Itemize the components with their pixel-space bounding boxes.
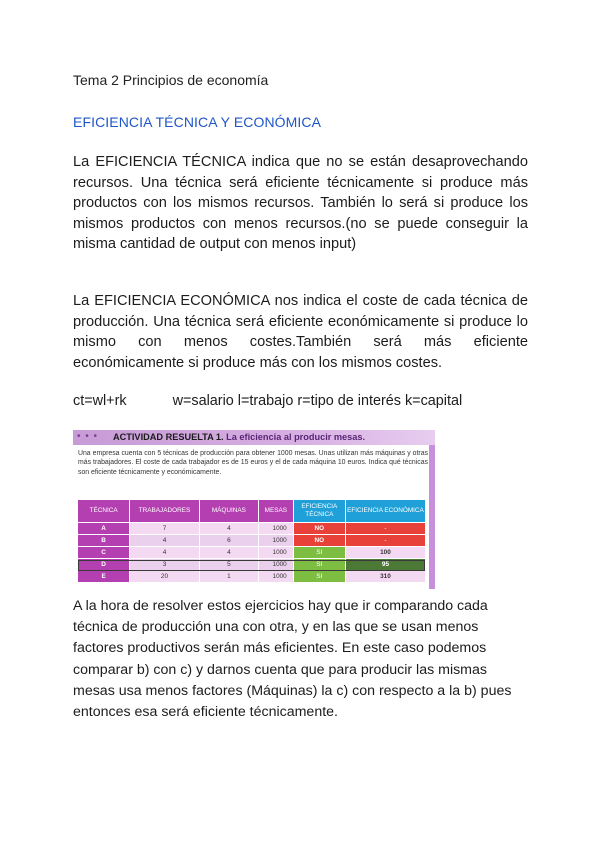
cell-ef-economica: 100 xyxy=(346,546,426,558)
cell-mesas: 1000 xyxy=(259,546,294,558)
cell-ef-tecnica: NO xyxy=(294,522,346,534)
cell-trabajadores: 3 xyxy=(130,558,200,570)
cell-maquinas: 6 xyxy=(200,534,259,546)
cell-maquinas: 1 xyxy=(200,570,259,582)
cell-ef-tecnica: SI xyxy=(294,546,346,558)
activity-title xyxy=(113,432,365,442)
cell-ef-economica: 95 xyxy=(346,558,426,570)
cell-ef-tecnica: SI xyxy=(294,558,346,570)
activity-title-prefix: ACTIVIDAD RESUELTA 1. xyxy=(113,432,224,442)
cell-ef-economica: - xyxy=(346,522,426,534)
cell-maquinas: 4 xyxy=(200,522,259,534)
cell-ef-economica: - xyxy=(346,534,426,546)
cell-tecnica: D xyxy=(78,558,130,570)
cell-tecnica: C xyxy=(78,546,130,558)
cell-mesas: 1000 xyxy=(259,570,294,582)
paragraph-eficiencia-tecnica: La EFICIENCIA TÉCNICA indica que no se están desaprovechando recursos. Una técnica será eficiente técnicamente si produce más productos con los mismos recursos. También lo será si produce los mismos productos con menos recursos.(no se puede conseguir la misma cantidad de output con menos input) xyxy=(73,154,528,252)
cell-maquinas: 5 xyxy=(200,558,259,570)
activity-title-rest: La eficiencia al producir mesas. xyxy=(223,432,366,442)
col-mesas: MESAS xyxy=(259,500,294,522)
section-title: EFICIENCIA TÉCNICA Y ECONÓMICA xyxy=(73,114,322,130)
col-maquinas: MÁQUINAS xyxy=(200,500,259,522)
cell-tecnica: A xyxy=(78,522,130,534)
page-header: Tema 2 Principios de economía xyxy=(73,72,269,88)
cell-mesas: 1000 xyxy=(259,534,294,546)
paragraph-resolver: A la hora de resolver estos ejercicios hay que ir comparando cada técnica de producción una con otra, y en las que se usan menos factores productivos serán más eficientes. En este caso podemos comparar b) con c) y darnos cuenta que para producir las mismas mesas usa menos factores (Máquinas) la c) con respecto a la b) pues entonces esa será eficiente técnicamente. xyxy=(73,598,512,721)
table-row xyxy=(78,570,426,582)
col-trabajadores: TRABAJADORES xyxy=(130,500,200,522)
cell-trabajadores: 4 xyxy=(130,546,200,558)
col-eficiencia-economica: EFICIENCIA ECONÓMICA xyxy=(346,500,426,522)
col-tecnica: TÉCNICA xyxy=(78,500,130,522)
cell-mesas: 1000 xyxy=(259,522,294,534)
cell-ef-tecnica: SI xyxy=(294,570,346,582)
activity-image xyxy=(73,430,435,589)
cell-trabajadores: 20 xyxy=(130,570,200,582)
formula-equation: ct=wl+rk xyxy=(73,393,127,409)
table-header-row xyxy=(78,500,426,522)
activity-statement: Una empresa cuenta con 5 técnicas de producción para obtener 1000 mesas. Unas utilizan más máquinas y otras más trabajadores. El coste de cada trabajador es de 15 euros y el de cada máquina 10 euros. Indica qué técnicas son eficiente técnicamente y económicamente. xyxy=(78,450,428,476)
cell-ef-economica: 310 xyxy=(346,570,426,582)
table-row xyxy=(78,546,426,558)
cell-tecnica: E xyxy=(78,570,130,582)
paragraph-eficiencia-economica: La EFICIENCIA ECONÓMICA nos indica el coste de cada técnica de producción. Una técnica será eficiente económicamente si produce lo mismo con menos costes.También será más eficiente económicamente si produce más con los mismos costes. xyxy=(73,293,528,371)
cell-ef-tecnica: NO xyxy=(294,534,346,546)
table-row xyxy=(78,522,426,534)
cell-tecnica: B xyxy=(78,534,130,546)
activity-header-bar xyxy=(73,430,435,445)
activity-dots: • • • xyxy=(77,431,99,442)
cost-formula xyxy=(73,393,462,409)
table-row xyxy=(78,558,426,570)
activity-side-stripe xyxy=(429,445,435,589)
formula-variables: w=salario l=trabajo r=tipo de interés k=capital xyxy=(172,393,463,409)
col-eficiencia-tecnica: EFICIENCIA TÉCNICA xyxy=(294,500,346,522)
table-row xyxy=(78,534,426,546)
activity-table xyxy=(78,500,426,582)
cell-mesas: 1000 xyxy=(259,558,294,570)
cell-maquinas: 4 xyxy=(200,546,259,558)
cell-trabajadores: 7 xyxy=(130,522,200,534)
cell-trabajadores: 4 xyxy=(130,534,200,546)
